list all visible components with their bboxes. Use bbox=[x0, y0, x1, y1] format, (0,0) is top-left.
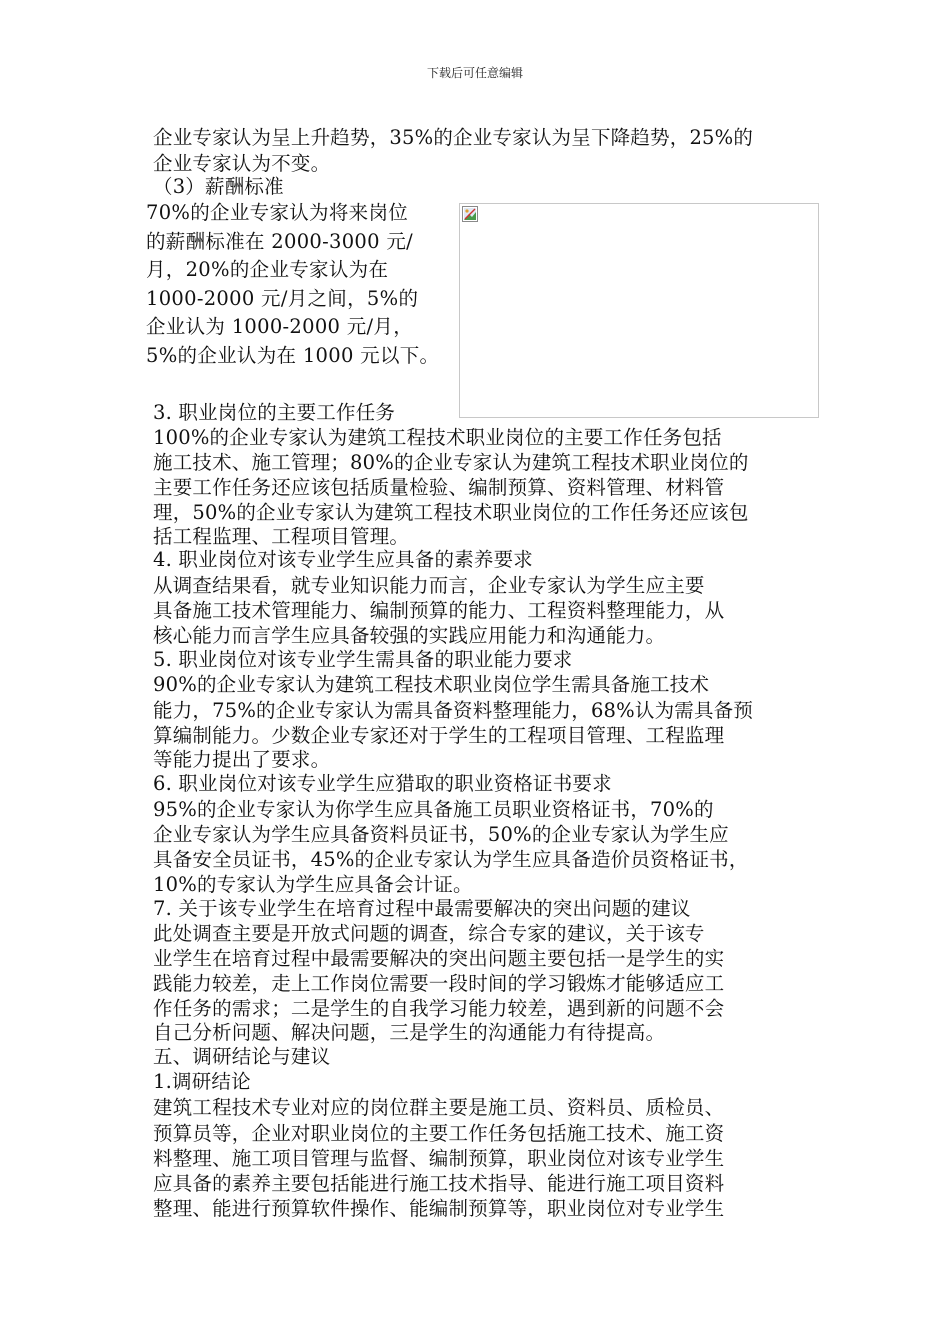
section-heading: 6. 职业岗位对该专业学生应猎取的职业资格证书要求 bbox=[153, 772, 612, 795]
image-placeholder bbox=[459, 203, 819, 418]
text-line: 此处调查主要是开放式问题的调查，综合专家的建议，关于该专 bbox=[153, 922, 705, 945]
section-heading: 3. 职业岗位的主要工作任务 bbox=[153, 401, 396, 424]
text-line: 括工程监理、工程项目管理。 bbox=[153, 525, 410, 548]
text-line: 料整理、施工项目管理与监督、编制预算，职业岗位对该专业学生 bbox=[153, 1147, 725, 1170]
text-line: 主要工作任务还应该包括质量检验、编制预算、资料管理、材料管 bbox=[153, 476, 725, 499]
text-line: 70%的企业专家认为将来岗位 bbox=[146, 201, 409, 224]
text-line: 自己分析问题、解决问题，三是学生的沟通能力有待提高。 bbox=[153, 1021, 666, 1044]
page-header: 下载后可任意编辑 bbox=[426, 66, 523, 80]
text-line: 作任务的需求；二是学生的自我学习能力较差，遇到新的问题不会 bbox=[153, 997, 725, 1020]
text-line: 企业专家认为呈上升趋势，35%的企业专家认为呈下降趋势，25%的 bbox=[153, 126, 754, 149]
section-heading: 五、调研结论与建议 bbox=[153, 1045, 331, 1068]
text-line: 算编制能力。少数企业专家还对于学生的工程项目管理、工程监理 bbox=[153, 724, 725, 747]
section-heading: 7. 关于该专业学生在培育过程中最需要解决的突出问题的建议 bbox=[153, 897, 691, 920]
section-heading: （3）薪酬标准 bbox=[153, 175, 284, 198]
text-line: 企业专家认为学生应具备资料员证书，50%的企业专家认为学生应 bbox=[153, 823, 729, 846]
text-line: 业学生在培育过程中最需要解决的突出问题主要包括一是学生的实 bbox=[153, 947, 725, 970]
text-line: 整理、能进行预算软件操作、能编制预算等，职业岗位对专业学生 bbox=[153, 1197, 725, 1220]
broken-image-icon bbox=[462, 206, 478, 222]
text-line: 具备安全员证书，45%的企业专家认为学生应具备造价员资格证书， bbox=[153, 848, 749, 871]
subsection-heading: 1.调研结论 bbox=[153, 1070, 251, 1093]
text-line: 企业专家认为不变。 bbox=[153, 152, 331, 175]
text-line: 月，20%的企业专家认为在 bbox=[146, 258, 389, 281]
text-line: 90%的企业专家认为建筑工程技术职业岗位学生需具备施工技术 bbox=[153, 673, 710, 696]
text-line: 预算员等，企业对职业岗位的主要工作任务包括施工技术、施工资 bbox=[153, 1122, 725, 1145]
text-line: 企业认为 1000-2000 元/月， bbox=[146, 315, 414, 338]
text-line: 践能力较差，走上工作岗位需要一段时间的学习锻炼才能够适应工 bbox=[153, 972, 725, 995]
text-line: 10%的专家认为学生应具备会计证。 bbox=[153, 873, 473, 896]
salary-paragraph bbox=[146, 199, 456, 370]
text-line: 5%的企业认为在 1000 元以下。 bbox=[146, 343, 440, 367]
text-line: 95%的企业专家认为你学生应具备施工员职业资格证书，70%的 bbox=[153, 798, 714, 821]
text-line: 等能力提出了要求。 bbox=[153, 748, 331, 771]
text-line: 建筑工程技术专业对应的岗位群主要是施工员、资料员、质检员、 bbox=[153, 1096, 725, 1119]
section-heading: 4. 职业岗位对该专业学生应具备的素养要求 bbox=[153, 548, 534, 571]
section-heading: 5. 职业岗位对该专业学生需具备的职业能力要求 bbox=[153, 648, 573, 671]
text-line: 1000-2000 元/月之间，5%的 bbox=[146, 286, 419, 310]
text-line: 理，50%的企业专家认为建筑工程技术职业岗位的工作任务还应该包 bbox=[153, 501, 749, 524]
text-line: 的薪酬标准在 2000-3000 元/ bbox=[146, 229, 414, 253]
text-line: 100%的企业专家认为建筑工程技术职业岗位的主要工作任务包括 bbox=[153, 426, 722, 449]
text-line: 应具备的素养主要包括能进行施工技术指导、能进行施工项目资料 bbox=[153, 1172, 725, 1195]
text-line: 能力，75%的企业专家认为需具备资料整理能力，68%认为需具备预 bbox=[153, 699, 754, 722]
text-line: 从调查结果看，就专业知识能力而言，企业专家认为学生应主要 bbox=[153, 574, 705, 597]
text-line: 施工技术、施工管理；80%的企业专家认为建筑工程技术职业岗位的 bbox=[153, 451, 749, 474]
text-line: 核心能力而言学生应具备较强的实践应用能力和沟通能力。 bbox=[153, 624, 666, 647]
text-line: 具备施工技术管理能力、编制预算的能力、工程资料整理能力，从 bbox=[153, 599, 725, 622]
